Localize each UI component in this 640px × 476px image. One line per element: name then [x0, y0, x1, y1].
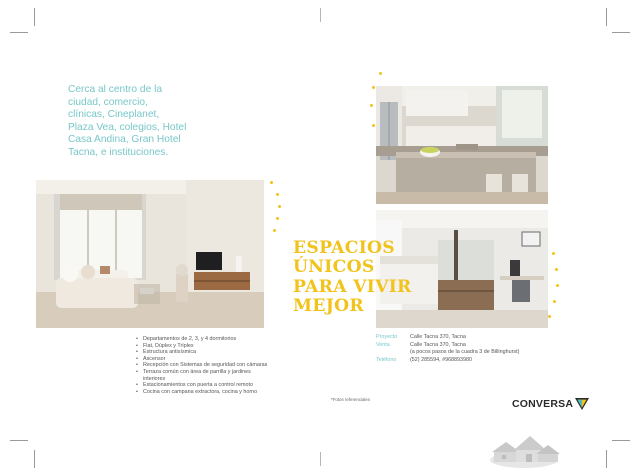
crop-mark — [606, 450, 607, 468]
feature-item: • Recepción con Sistemas de seguridad con cámaras — [136, 362, 274, 369]
crop-mark — [34, 8, 35, 26]
decorative-dot — [552, 252, 555, 255]
contact-row-venta — [376, 342, 586, 355]
intro-line: Cerca al centro de la — [68, 84, 163, 95]
kitchen-photo — [376, 86, 548, 204]
crop-mark — [606, 8, 607, 26]
logo-triangle-icon — [575, 397, 589, 411]
decorative-dot — [276, 193, 279, 196]
decorative-dot — [276, 217, 279, 220]
contact-label: Venta — [376, 342, 390, 349]
feature-item: • Cocina con campana extractora, cocina y horno — [136, 389, 274, 396]
headline-line: MEJOR — [293, 296, 365, 317]
features-list — [136, 336, 274, 395]
contact-label: Proyecto — [376, 334, 398, 340]
crop-mark — [34, 450, 35, 468]
logo-text: CONVERSA — [512, 398, 574, 410]
contact-row-proyecto — [376, 334, 586, 340]
headline-line: ESPACIOS — [293, 238, 396, 258]
feature-item: • Ascensor — [136, 356, 274, 363]
decorative-dot — [555, 268, 558, 271]
decorative-dot — [370, 104, 373, 107]
contact-row-telefono — [376, 357, 586, 363]
decorative-dot — [553, 300, 556, 303]
feature-item: • Estacionamientos con puerta a control remoto — [136, 382, 274, 389]
crop-mark — [10, 32, 28, 33]
feature-item: • Estructura antisísmica — [136, 349, 274, 356]
contact-value: (52) 285594, #968893980 — [410, 357, 473, 364]
venta-note: (a pocos pasos de la cuadra 3 de Billinghurst) — [410, 348, 520, 355]
intro-line: Tacna, e instituciones. — [68, 146, 169, 158]
decorative-dot — [379, 72, 382, 75]
living-room-photo — [36, 180, 264, 328]
contact-value: Calle Tacna 370, Tacna — [410, 334, 466, 340]
decorative-dot — [372, 86, 375, 89]
fold-mark — [320, 452, 321, 466]
decorative-dot — [273, 229, 276, 232]
intro-line: Plaza Vea, colegios, Hotel — [68, 121, 187, 133]
decorative-dot — [270, 181, 273, 184]
venta-address: Calle Tacna 370, Tacna — [410, 342, 466, 349]
intro-line: clínicas, Cineplanet, — [68, 109, 160, 121]
decorative-dot — [278, 205, 281, 208]
intro-paragraph — [68, 84, 218, 160]
intro-line: Casa Andina, Gran Hotel — [68, 134, 181, 146]
crop-mark — [10, 440, 28, 441]
headline — [293, 239, 413, 317]
headline-line: ÚNICOS — [293, 257, 375, 278]
decorative-dot — [548, 315, 551, 318]
contact-value — [410, 342, 519, 355]
feature-item: • Flat, Dúplex y Tríplex — [136, 343, 274, 350]
contact-label: Teléfono — [376, 357, 397, 364]
crop-mark — [612, 32, 630, 33]
contact-block — [376, 334, 586, 366]
feature-item: • Terraza común con área de parrilla y jardines interiores — [136, 369, 274, 382]
intro-line: ciudad, comercio, — [68, 96, 148, 108]
decorative-dot — [556, 284, 559, 287]
decorative-dot — [372, 124, 375, 127]
reference-note: *Fotos referenciales — [331, 397, 371, 402]
fold-mark — [320, 8, 321, 22]
feature-item: • Departamentos de 2, 3, y 4 dormitorios — [136, 336, 274, 343]
crop-mark — [612, 440, 630, 441]
headline-line: PARA VIVIR — [293, 276, 412, 297]
houses-illustration — [488, 424, 560, 468]
conversa-logo — [512, 397, 589, 411]
